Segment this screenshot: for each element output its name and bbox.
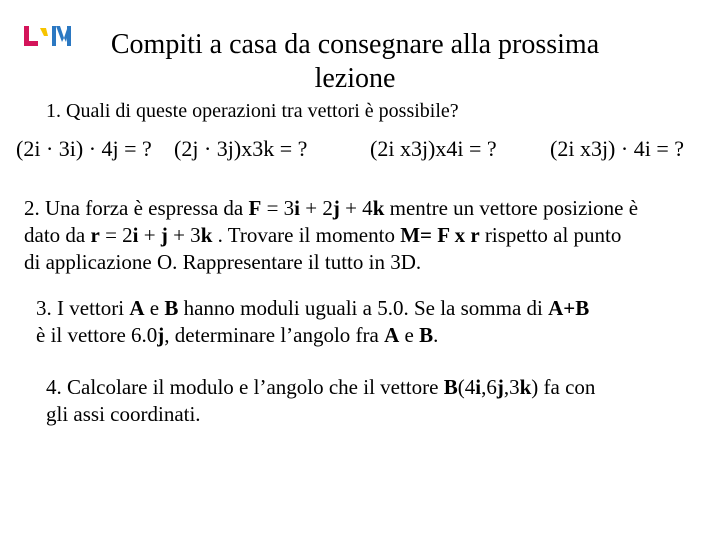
expression-4: (2i x3j) · 4i = ?: [550, 136, 684, 161]
question-2-line-1: 2. Una forza è espressa da F = 3i + 2j + 4k mentre un vettore posizione è: [24, 196, 639, 220]
question-3: [36, 295, 696, 349]
expression-3: (2i x3j)x4i = ?: [370, 136, 497, 161]
question-1: 1. Quali di queste operazioni tra vettori è possibile?: [46, 100, 459, 122]
question-3-line-2: è il vettore 6.0j, determinare l’angolo fra A e B.: [36, 323, 439, 347]
expression-2: (2j · 3j)x3k = ?: [174, 136, 308, 161]
expression-1: (2i · 3i) · 4j = ?: [16, 136, 152, 161]
lm-logo: [22, 22, 72, 50]
question-2-line-3: di applicazione O. Rappresentare il tutto in 3D.: [24, 250, 422, 274]
page-title: Compiti a casa da consegnare alla prossima lezione: [110, 29, 600, 94]
question-2: [24, 195, 720, 276]
question-2-line-2: dato da r = 2i + j + 3k . Trovare il momento M= F x r rispetto al punto: [24, 223, 622, 247]
question-4-line-2: gli assi coordinati.: [46, 402, 201, 426]
question-4: [46, 374, 696, 428]
question-4-line-1: 4. Calcolare il modulo e l’angolo che il vettore B(4i,6j,3k) fa con: [46, 375, 596, 399]
question-3-line-1: 3. I vettori A e B hanno moduli uguali a 5.0. Se la somma di A+B: [36, 296, 590, 320]
